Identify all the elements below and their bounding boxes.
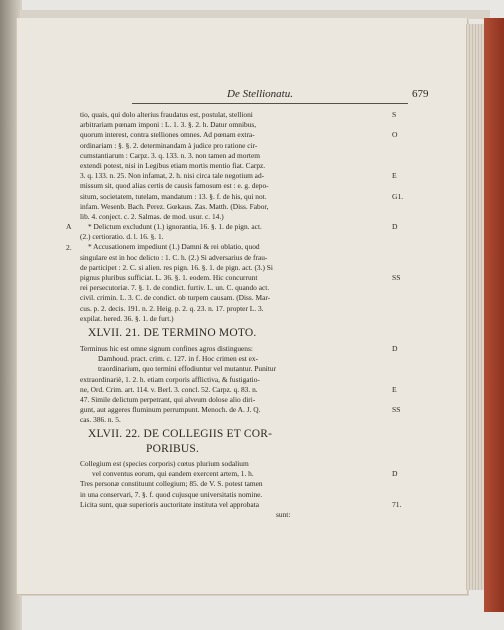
text-line: Collegium est (species corporis) cœtus plurium sodalium (80, 459, 249, 468)
text-line: extendi potest, nisi in Legibus etiam mortis mentio fiat. Carpz. (80, 160, 266, 170)
text-line: cumstantiarum : Carpz. 3. q. 133. n. 3. non tamen ad mortem (80, 150, 261, 160)
section-heading-termino-moto: XLVII. 21. DE TERMINO MOTO. (88, 327, 257, 339)
text-line: de participet : 2. C. si alien. res pign. 16. §. 1. de pign. act. (3.) Si (80, 262, 273, 272)
margin-note-left: 2. (66, 242, 72, 252)
text-line: traordinarium, quo termini effodiuntur vel mutantur. Punitur (98, 364, 277, 374)
margin-note: SS (392, 273, 401, 283)
section-heading-collegiis-line1: XLVII. 22. DE COLLEGIIS ET COR- (88, 428, 273, 440)
margin-note: D (392, 222, 398, 232)
text-line: extraordinariè, 1. 2. h. etiam corporis afflictiva, & fustigatio- (80, 374, 260, 384)
running-head: De Stellionatu. (227, 88, 293, 100)
margin-note: D (392, 344, 398, 353)
header-rule (132, 103, 408, 104)
margin-note: D (392, 469, 398, 479)
text-line: lib. 4. conject. c. 2. Salmas. de mod. usur. c. 14.) (80, 211, 224, 221)
margin-note: 71. (392, 499, 402, 509)
text-line: missum sit, quod alias certis de causis famosum est : e. g. depo- (80, 181, 269, 191)
text-line: civil. crimin. L. 3. C. de condict. ob turpem causam. (Diss. Mar- (80, 293, 271, 303)
text-line: pignus pluribus sufficiat. L. 36. §. 1. eodem. Hic concurrunt (80, 273, 258, 282)
text-line: in una conservari, 7. §. f. quod cujusque universitatis nomine. (80, 489, 263, 499)
paragraph-collegiis (80, 459, 386, 520)
text-line: cas. 386. n. 5. (80, 415, 121, 425)
text-line: gunt, aut aggeres fluminum perrumpunt. Menoch. de A. J. Q. (80, 405, 261, 415)
text-line: Damhoud. pract. crim. c. 127. in f. Hoc crimen est ex- (98, 354, 259, 364)
text-line: infam. Wesenb. Bach. Perez. Gœkaus. Zas. Matth. (Diss. Fabor, (80, 201, 269, 211)
text-line: ordinariam : §. §. 2. determinandam à judice pro ratione cir- (80, 140, 258, 150)
text-line: Terminus hic est omne signum confines agros distinguens: (80, 344, 253, 353)
book-cover-right (484, 18, 504, 612)
text-line: * Accusationem impediunt (1.) Damni & rei oblatio, quod (88, 242, 260, 252)
text-line: singulare est in hoc delicto : 1. C. h. (2.) Si adversarius de frau- (80, 252, 268, 262)
text-line: expilat. hered. 36. §. 1. de furt.) (80, 313, 174, 323)
section-heading-collegiis-line2: PORIBUS. (146, 443, 200, 455)
paragraph-termino-moto (80, 344, 386, 426)
margin-note: SS (392, 405, 401, 415)
text-line: 3. q. 133. n. 25. Non infamat, 2. h. nisi circa tale negotium ad- (80, 171, 265, 181)
text-line: sunt: (276, 509, 291, 519)
margin-note: G1. (392, 191, 404, 201)
text-line: quorum interest, contra stelliones omnes. Ad pœnam extra- (80, 130, 255, 140)
text-line: situm, societatem, tutelam, mandatum : 13. §. f. de his, qui not. (80, 191, 267, 201)
text-line: tio, quais, qui dolo alterius fraudatus est, postulat, stellioni (80, 110, 253, 119)
margin-note-left: A (66, 222, 72, 232)
paragraph-stellionatus (80, 110, 386, 324)
text-line: arbitrariam pœnam imponi : L. 1. 3. §. 2. h. Datur omnibus, (80, 120, 257, 130)
text-line: Tres personæ constituunt collegium; 85. de V. S. potest tamen (80, 479, 263, 489)
margin-note: E (392, 171, 397, 181)
margin-note: E (392, 384, 397, 394)
page-number: 679 (412, 88, 429, 100)
margin-note: S (392, 110, 397, 119)
text-line: 47. Simile delictum perpetrant, qui alveum dolose alio diri- (80, 394, 256, 404)
text-line: vel conventus eorum, qui eandem exercent artem, 1. h. (92, 469, 254, 479)
text-line: cus. p. 2. decis. 191. n. 2. Heig. p. 2. q. 23. n. 17. propter L. 3. (80, 303, 264, 313)
text-line: (2.) certioratio. d. l. 16. §. 1. (80, 232, 164, 242)
margin-note: O (392, 130, 398, 140)
text-line: ne, Ord. Crim. art. 114. v. Berl. 3. concl. 52. Carpz. q. 83. n. (80, 384, 258, 394)
text-line: rei persecutoriæ. 7. §. 1. de condict. furtiv. L. un. C. quando act. (80, 283, 270, 293)
text-line: Licita sunt, quæ superioris auctoritate instituta vel approbata (80, 499, 259, 509)
text-line: * Delictum excludunt (1.) ignorantia, 16. §. 1. de pign. act. (88, 222, 262, 232)
